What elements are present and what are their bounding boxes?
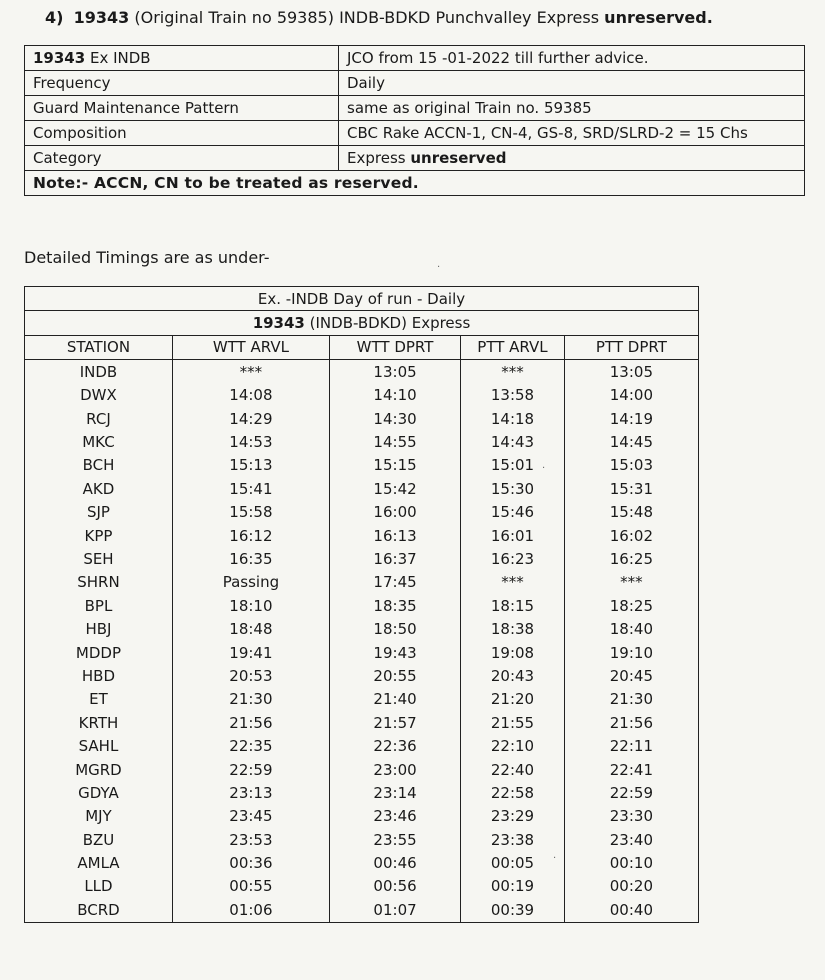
train-info-table [24,45,805,196]
cell-wtt-arvl: Passing [172,571,329,594]
timing-table [24,286,699,923]
timing-title-row [25,287,699,311]
cell-ptt-dprt: 20:45 [564,664,698,687]
cell-ptt-arvl: *** [461,360,565,384]
timing-subtitle-row [25,311,699,335]
cell-wtt-dprt: 21:57 [329,711,460,734]
cell-ptt-arvl: *** [461,571,565,594]
cell-ptt-arvl: 22:58 [461,781,565,804]
detailed-timings-label: Detailed Timings are as under- [24,248,270,267]
cell-wtt-dprt: 17:45 [329,571,460,594]
header-wtt-arvl: WTT ARVL [172,335,329,359]
cell-wtt-dprt: 13:05 [329,360,460,384]
cell-wtt-dprt: 01:07 [329,898,460,922]
section-heading [45,8,713,27]
cell-ptt-arvl: 18:38 [461,617,565,640]
cell-station: ET [25,688,173,711]
speck-mark: · [437,262,441,273]
cell-wtt-dprt: 23:00 [329,758,460,781]
cell-ptt-dprt: 00:10 [564,851,698,874]
timing-subtitle-number: 19343 [252,314,305,333]
cell-station: INDB [25,360,173,384]
timing-body [25,360,699,922]
table-row [25,828,699,851]
cell-wtt-arvl: *** [172,360,329,384]
info-row [25,121,805,146]
cell-ptt-dprt: 18:40 [564,617,698,640]
cell-wtt-dprt: 20:55 [329,664,460,687]
cell-wtt-arvl: 20:53 [172,664,329,687]
cell-ptt-arvl: 15:30 [461,477,565,500]
cell-station: KPP [25,524,173,547]
table-row [25,641,699,664]
cell-ptt-arvl: 21:55 [461,711,565,734]
cell-station: MKC [25,430,173,453]
cell-ptt-arvl: 00:19 [461,875,565,898]
cell-station: HBD [25,664,173,687]
table-row [25,664,699,687]
cell-ptt-arvl: 00:05 [461,851,565,874]
timing-subtitle-route: (INDB-BDKD) Express [309,314,471,333]
heading-status: unreserved. [604,8,713,27]
cell-wtt-dprt: 15:42 [329,477,460,500]
cell-ptt-arvl: 14:18 [461,407,565,430]
cell-wtt-arvl: 21:30 [172,688,329,711]
table-row [25,734,699,757]
cell-station: BCRD [25,898,173,922]
table-row [25,477,699,500]
cell-wtt-dprt: 18:50 [329,617,460,640]
speck-mark: · [553,853,557,864]
table-row [25,430,699,453]
cell-wtt-dprt: 23:46 [329,805,460,828]
cell-station: SJP [25,501,173,524]
cell-wtt-arvl: 21:56 [172,711,329,734]
cell-ptt-dprt: *** [564,571,698,594]
info-train-number: 19343 [33,49,86,67]
info-label: Guard Maintenance Pattern [25,96,339,121]
cell-ptt-dprt: 19:10 [564,641,698,664]
cell-ptt-dprt: 15:31 [564,477,698,500]
cell-station: HBJ [25,617,173,640]
cell-wtt-arvl: 23:45 [172,805,329,828]
cell-station: AMLA [25,851,173,874]
cell-station: BCH [25,454,173,477]
info-label: Frequency [25,71,339,96]
cell-wtt-arvl: 23:53 [172,828,329,851]
cell-ptt-dprt: 22:41 [564,758,698,781]
cell-ptt-arvl: 23:29 [461,805,565,828]
cell-wtt-dprt: 19:43 [329,641,460,664]
table-row [25,594,699,617]
cell-wtt-dprt: 23:55 [329,828,460,851]
cell-ptt-arvl: 18:15 [461,594,565,617]
table-row [25,407,699,430]
cell-wtt-dprt: 16:37 [329,547,460,570]
info-row-category [25,146,805,171]
cell-wtt-arvl: 22:35 [172,734,329,757]
cell-wtt-dprt: 14:30 [329,407,460,430]
cell-ptt-dprt: 23:40 [564,828,698,851]
info-train-cell [25,46,339,71]
cell-ptt-dprt: 18:25 [564,594,698,617]
cell-ptt-arvl: 16:01 [461,524,565,547]
table-row [25,851,699,874]
cell-ptt-dprt: 00:20 [564,875,698,898]
info-value: CBC Rake ACCN-1, CN-4, GS-8, SRD/SLRD-2 = 15 Chs [339,121,805,146]
cell-station: BPL [25,594,173,617]
cell-ptt-arvl: 16:23 [461,547,565,570]
cell-ptt-dprt: 16:02 [564,524,698,547]
header-ptt-dprt: PTT DPRT [564,335,698,359]
cell-ptt-arvl: 22:10 [461,734,565,757]
cell-wtt-arvl: 16:35 [172,547,329,570]
cell-wtt-arvl: 15:58 [172,501,329,524]
cell-ptt-dprt: 13:05 [564,360,698,384]
cell-wtt-dprt: 00:56 [329,875,460,898]
cell-wtt-arvl: 01:06 [172,898,329,922]
cell-ptt-dprt: 23:30 [564,805,698,828]
info-row-note [25,171,805,196]
timing-title: Ex. -INDB Day of run - Daily [25,287,699,311]
cell-wtt-dprt: 15:15 [329,454,460,477]
cell-wtt-dprt: 16:00 [329,501,460,524]
header-station: STATION [25,335,173,359]
cell-ptt-dprt: 14:00 [564,384,698,407]
cell-station: SAHL [25,734,173,757]
info-category-cell [339,146,805,171]
table-row [25,617,699,640]
heading-train-number: 19343 [73,8,130,27]
cell-station: MJY [25,805,173,828]
table-row [25,547,699,570]
cell-wtt-arvl: 18:10 [172,594,329,617]
info-value: Daily [339,71,805,96]
header-wtt-dprt: WTT DPRT [329,335,460,359]
table-row [25,524,699,547]
cell-ptt-arvl: 15:01 [461,454,565,477]
cell-station: LLD [25,875,173,898]
cell-station: GDYA [25,781,173,804]
table-row [25,384,699,407]
info-category-emphasis: unreserved [410,149,507,167]
cell-ptt-dprt: 21:30 [564,688,698,711]
table-row [25,805,699,828]
heading-original-train: (Original Train no 59385) [134,8,334,27]
info-train-origin: Ex INDB [89,49,151,67]
cell-wtt-dprt: 14:55 [329,430,460,453]
cell-ptt-dprt: 15:48 [564,501,698,524]
cell-ptt-dprt: 15:03 [564,454,698,477]
cell-ptt-arvl: 13:58 [461,384,565,407]
cell-ptt-arvl: 00:39 [461,898,565,922]
cell-station: MGRD [25,758,173,781]
cell-station: MDDP [25,641,173,664]
heading-route-name: INDB-BDKD Punchvalley Express [339,8,600,27]
cell-ptt-dprt: 14:45 [564,430,698,453]
cell-ptt-arvl: 19:08 [461,641,565,664]
cell-wtt-arvl: 16:12 [172,524,329,547]
cell-wtt-arvl: 22:59 [172,758,329,781]
cell-wtt-arvl: 15:13 [172,454,329,477]
cell-wtt-arvl: 15:41 [172,477,329,500]
cell-wtt-dprt: 21:40 [329,688,460,711]
table-row [25,781,699,804]
cell-ptt-arvl: 23:38 [461,828,565,851]
cell-ptt-arvl: 15:46 [461,501,565,524]
cell-wtt-dprt: 16:13 [329,524,460,547]
table-row [25,688,699,711]
cell-wtt-arvl: 18:48 [172,617,329,640]
table-row [25,875,699,898]
info-category-value: Express [347,149,406,167]
cell-station: AKD [25,477,173,500]
info-row [25,96,805,121]
table-row [25,454,699,477]
timing-header-row [25,335,699,359]
cell-ptt-dprt: 14:19 [564,407,698,430]
cell-wtt-arvl: 00:36 [172,851,329,874]
cell-wtt-arvl: 23:13 [172,781,329,804]
cell-station: RCJ [25,407,173,430]
cell-wtt-dprt: 23:14 [329,781,460,804]
cell-wtt-dprt: 18:35 [329,594,460,617]
cell-ptt-dprt: 22:59 [564,781,698,804]
cell-ptt-arvl: 22:40 [461,758,565,781]
cell-station: KRTH [25,711,173,734]
cell-wtt-arvl: 00:55 [172,875,329,898]
cell-wtt-arvl: 14:29 [172,407,329,430]
section-number: 4) [45,8,64,27]
table-row [25,501,699,524]
cell-ptt-arvl: 20:43 [461,664,565,687]
table-row [25,571,699,594]
info-note: Note:- ACCN, CN to be treated as reserved. [25,171,805,196]
table-row [25,711,699,734]
cell-station: DWX [25,384,173,407]
cell-wtt-dprt: 00:46 [329,851,460,874]
table-row [25,360,699,384]
cell-wtt-dprt: 14:10 [329,384,460,407]
table-row [25,758,699,781]
cell-ptt-dprt: 21:56 [564,711,698,734]
cell-ptt-arvl: 21:20 [461,688,565,711]
info-value: same as original Train no. 59385 [339,96,805,121]
info-row-train [25,46,805,71]
table-row [25,898,699,922]
cell-ptt-dprt: 22:11 [564,734,698,757]
cell-station: SEH [25,547,173,570]
header-ptt-arvl: PTT ARVL [461,335,565,359]
cell-wtt-arvl: 19:41 [172,641,329,664]
timing-subtitle [25,311,699,335]
info-row [25,71,805,96]
info-jco-cell: JCO from 15 -01-2022 till further advice. [339,46,805,71]
cell-wtt-arvl: 14:53 [172,430,329,453]
info-label: Category [25,146,339,171]
cell-wtt-dprt: 22:36 [329,734,460,757]
cell-wtt-arvl: 14:08 [172,384,329,407]
speck-mark: · [542,463,546,474]
cell-ptt-dprt: 00:40 [564,898,698,922]
info-label: Composition [25,121,339,146]
cell-station: BZU [25,828,173,851]
cell-ptt-dprt: 16:25 [564,547,698,570]
cell-ptt-arvl: 14:43 [461,430,565,453]
cell-station: SHRN [25,571,173,594]
